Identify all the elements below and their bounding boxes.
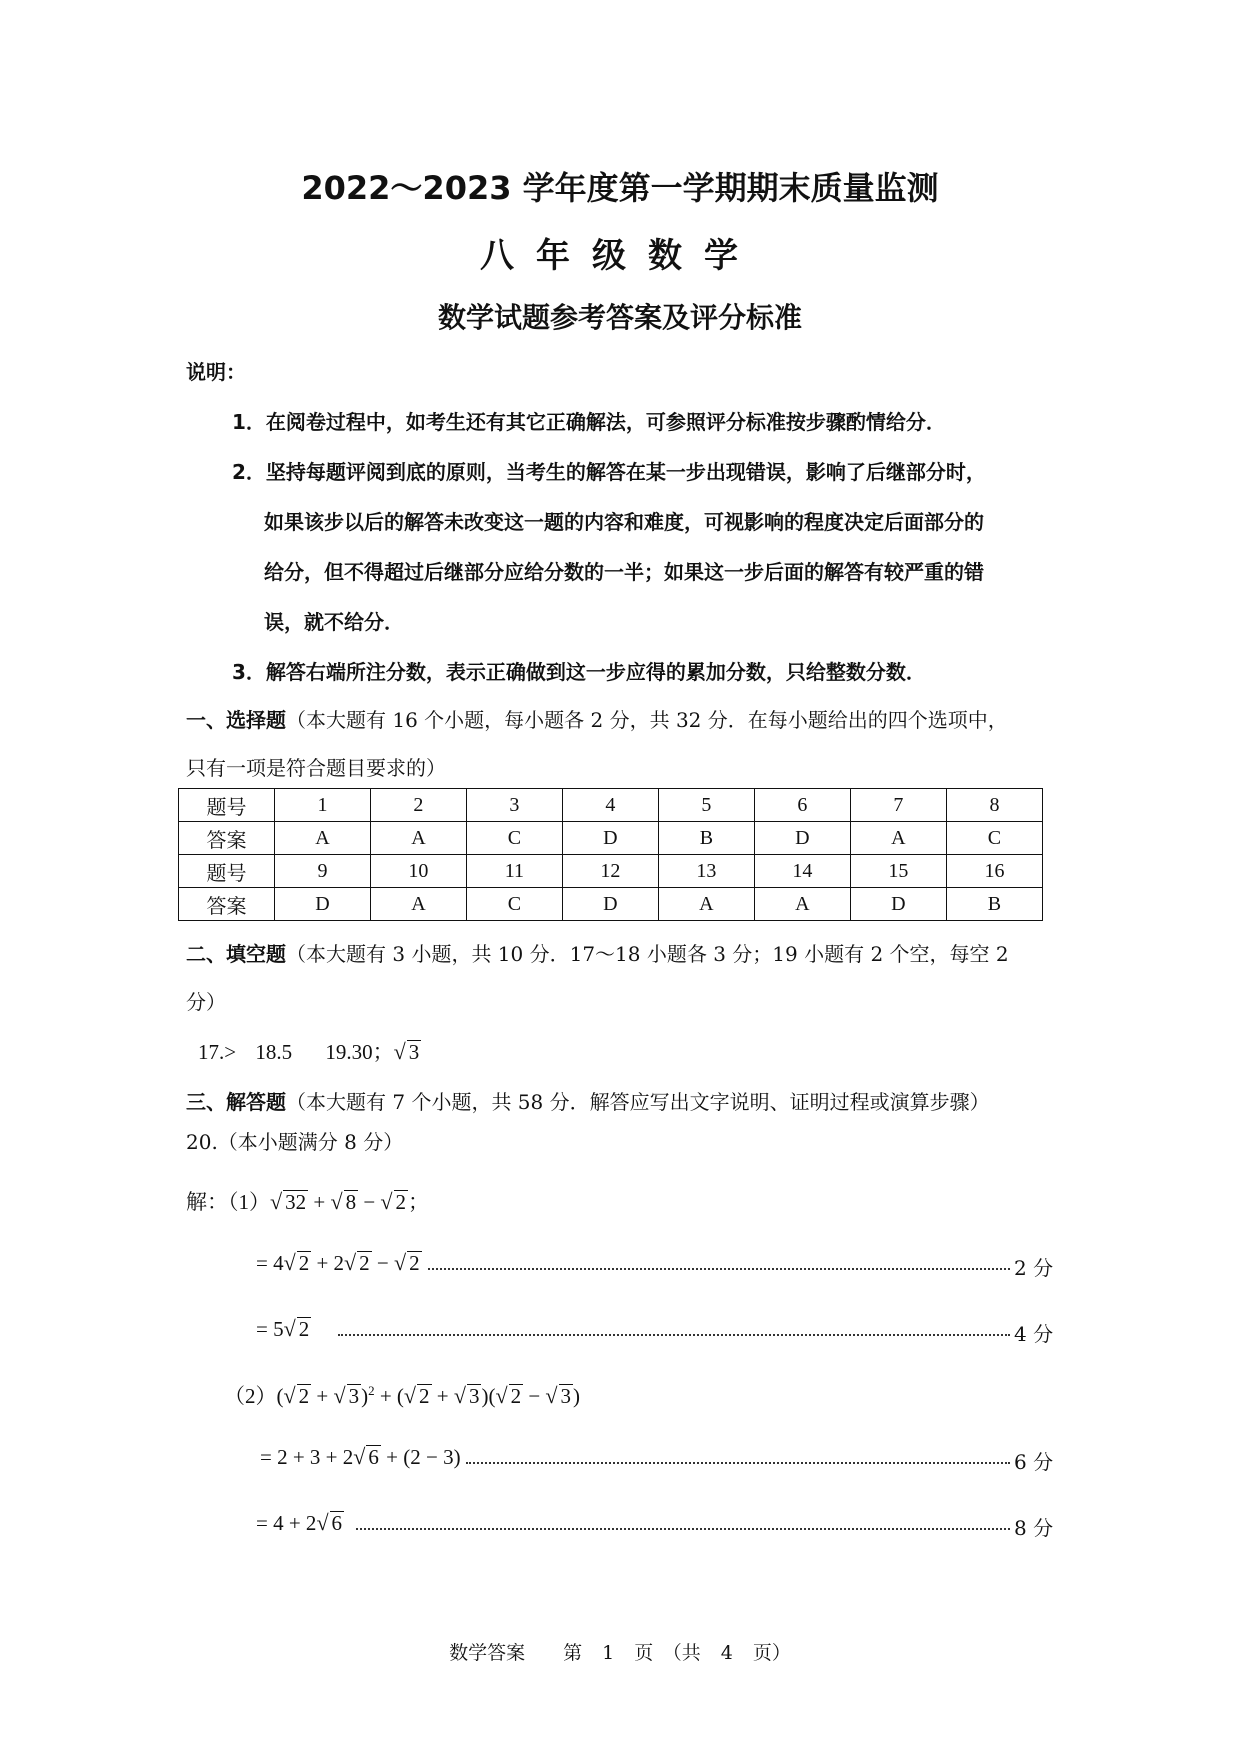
instructions-label: 说明： — [186, 360, 246, 384]
part2-label: （2） — [224, 1384, 277, 1408]
radicand: 8 — [345, 1190, 357, 1214]
answer-18: 18.5 — [255, 1040, 293, 1064]
dotted-leader — [356, 1528, 1010, 1530]
table-cell: A — [754, 888, 850, 921]
instruction-item: 1．在阅卷过程中，如考生还有其它正确解法，可参照评分标准按步骤酌情给分． — [232, 410, 946, 434]
sqrt-sign-icon: √ — [393, 1039, 406, 1064]
part1-step1 — [256, 1250, 422, 1276]
table-cell: D — [562, 822, 658, 855]
part2-step1 — [260, 1444, 461, 1470]
instruction-item: 给分，但不得超过后继部分应给分数的一半；如果这一步后面的解答有较严重的错 — [264, 560, 984, 584]
section3-heading: 三、解答题 — [186, 1090, 286, 1114]
section1-heading-line — [186, 704, 1008, 733]
table-row — [179, 789, 1043, 822]
solve-label: 解：（1） — [186, 1190, 270, 1214]
page-footer: 数学答案 第 1 页 （共 4 页） — [449, 1642, 791, 1664]
table-cell: 4 — [562, 789, 658, 822]
score-mark: 6 分 — [1014, 1450, 1054, 1474]
table-cell: 7 — [850, 789, 946, 822]
table-cell: 6 — [754, 789, 850, 822]
sqrt-sign-icon: √ — [403, 1383, 417, 1408]
step-text: + — [431, 1384, 454, 1408]
exponent: 2 — [368, 1383, 375, 1398]
operator: + — [313, 1190, 326, 1214]
table-cell: 12 — [562, 855, 658, 888]
table-cell: 14 — [754, 855, 850, 888]
radicand: 3 — [468, 1384, 480, 1408]
multiple-choice-answer-table — [178, 788, 1043, 921]
table-cell: 15 — [850, 855, 946, 888]
sqrt-sign-icon: √ — [333, 1383, 346, 1408]
radicand: 32 — [285, 1190, 307, 1214]
dotted-leader — [428, 1268, 1010, 1270]
score-mark: 8 分 — [1014, 1516, 1054, 1540]
step-text: + (2 − 3) — [380, 1445, 461, 1469]
section1-heading: 一、选择题 — [186, 708, 286, 732]
section2-heading: 二、填空题 — [186, 942, 286, 966]
instruction-item: 3．解答右端所注分数，表示正确做到这一步应得的累加分数，只给整数分数． — [232, 660, 926, 684]
radicand: 2 — [298, 1317, 310, 1341]
table-cell: 9 — [275, 855, 371, 888]
part1-expression — [186, 1186, 429, 1216]
sqrt-sign-icon: √ — [270, 1189, 283, 1214]
radicand: 3 — [348, 1384, 360, 1408]
step-text: = 2 + 3 + 2 — [260, 1445, 354, 1469]
part2-expression — [224, 1380, 580, 1410]
section3-description: （本大题有 7 个小题，共 58 分．解答应写出文字说明、证明过程或演算步骤） — [286, 1090, 990, 1114]
step-text: − — [523, 1384, 546, 1408]
table-row-header: 题号 — [179, 789, 275, 822]
score-mark: 4 分 — [1014, 1322, 1054, 1346]
radicand: 2 — [409, 1251, 420, 1275]
table-cell: A — [370, 888, 466, 921]
radicand: 2 — [298, 1251, 310, 1275]
radicand: 2 — [298, 1384, 310, 1408]
instruction-item: 如果该步以后的解答未改变这一题的内容和难度，可视影响的程度决定后面部分的 — [264, 510, 984, 534]
table-cell: 8 — [946, 789, 1042, 822]
section2-description-cont: 分） — [186, 990, 226, 1014]
score-mark: 2 分 — [1014, 1256, 1054, 1280]
section2-heading-line — [186, 938, 1009, 967]
section1-description: （本大题有 16 个小题，每小题各 2 分，共 32 分．在每小题给出的四个选项中， — [286, 708, 1008, 732]
radicand: 2 — [395, 1190, 407, 1214]
sqrt-sign-icon: √ — [495, 1383, 508, 1408]
table-row-header: 答案 — [179, 888, 275, 921]
table-cell: A — [370, 822, 466, 855]
dotted-leader — [338, 1334, 1010, 1336]
instruction-item: 误，就不给分． — [264, 610, 404, 634]
section2-description: （本大题有 3 小题，共 10 分．17～18 小题各 3 分；19 小题有 2 个空，每空 2 — [286, 942, 1009, 966]
answer-19: 19.30； — [325, 1040, 394, 1064]
step-text: + ( — [374, 1384, 404, 1408]
step-text: = 4 + 2 — [256, 1511, 317, 1535]
sqrt-sign-icon: √ — [453, 1383, 466, 1408]
step-text: ) — [361, 1384, 369, 1408]
table-cell: D — [754, 822, 850, 855]
table-cell: D — [850, 888, 946, 921]
table-row-header: 题号 — [179, 855, 275, 888]
table-cell: C — [466, 888, 562, 921]
answer-19-radicand: 3 — [408, 1040, 420, 1064]
sqrt-sign-icon: √ — [344, 1250, 357, 1275]
table-cell: A — [850, 822, 946, 855]
table-cell: 2 — [370, 789, 466, 822]
question-20-label: 20.（本小题满分 8 分） — [186, 1130, 404, 1154]
step-text: = 5 — [256, 1317, 284, 1341]
sqrt-sign-icon: √ — [283, 1316, 296, 1341]
table-row-header: 答案 — [179, 822, 275, 855]
table-cell: C — [466, 822, 562, 855]
answer-17: 17.> — [198, 1040, 237, 1064]
sqrt-sign-icon: √ — [380, 1189, 393, 1214]
table-cell: 16 — [946, 855, 1042, 888]
instruction-item: 2．坚持每题评阅到底的原则，当考生的解答在某一步出现错误，影响了后继部分时， — [232, 460, 986, 484]
step-text: ) — [573, 1384, 581, 1408]
sqrt-sign-icon: √ — [330, 1189, 343, 1214]
dotted-leader — [466, 1462, 1010, 1464]
operator: − — [363, 1190, 376, 1214]
radicand: 2 — [359, 1251, 370, 1275]
radicand: 6 — [331, 1511, 343, 1535]
radicand: 3 — [560, 1384, 572, 1408]
step-text: )( — [481, 1384, 496, 1408]
table-cell: B — [946, 888, 1042, 921]
step-text: + — [311, 1384, 334, 1408]
table-cell: 11 — [466, 855, 562, 888]
table-cell: C — [946, 822, 1042, 855]
exam-title: 2022～2023 学年度第一学期期末质量监测 — [301, 169, 939, 207]
table-row — [179, 822, 1043, 855]
step-text: − — [371, 1251, 394, 1275]
radicand: 6 — [368, 1445, 379, 1469]
sqrt-sign-icon: √ — [353, 1444, 366, 1469]
sqrt-sign-icon: √ — [545, 1383, 558, 1408]
table-cell: 10 — [370, 855, 466, 888]
step-text: + 2 — [311, 1251, 345, 1275]
fill-in-answers — [198, 1036, 421, 1066]
part2-step2 — [256, 1510, 344, 1536]
sqrt-sign-icon: √ — [394, 1250, 407, 1275]
table-row — [179, 888, 1043, 921]
table-cell: 5 — [658, 789, 754, 822]
radicand: 2 — [510, 1384, 522, 1408]
table-cell: 1 — [275, 789, 371, 822]
table-cell: A — [658, 888, 754, 921]
table-cell: 3 — [466, 789, 562, 822]
radicand: 2 — [419, 1384, 430, 1408]
punctuation: ； — [408, 1190, 430, 1214]
part1-step2 — [256, 1316, 311, 1342]
step-text: ( — [276, 1384, 284, 1408]
table-row — [179, 855, 1043, 888]
table-cell: B — [658, 822, 754, 855]
answer-key-title: 数学试题参考答案及评分标准 — [437, 301, 802, 334]
sqrt-sign-icon: √ — [283, 1383, 296, 1408]
grade-subject-title: 八年级数学 — [480, 236, 760, 276]
table-cell: A — [275, 822, 371, 855]
section1-description-cont: 只有一项是符合题目要求的） — [186, 756, 446, 780]
step-text: = 4 — [256, 1251, 284, 1275]
sqrt-sign-icon: √ — [283, 1250, 296, 1275]
section3-heading-line — [186, 1086, 990, 1115]
sqrt-sign-icon: √ — [316, 1510, 329, 1535]
table-cell: D — [275, 888, 371, 921]
table-cell: D — [562, 888, 658, 921]
table-cell: 13 — [658, 855, 754, 888]
